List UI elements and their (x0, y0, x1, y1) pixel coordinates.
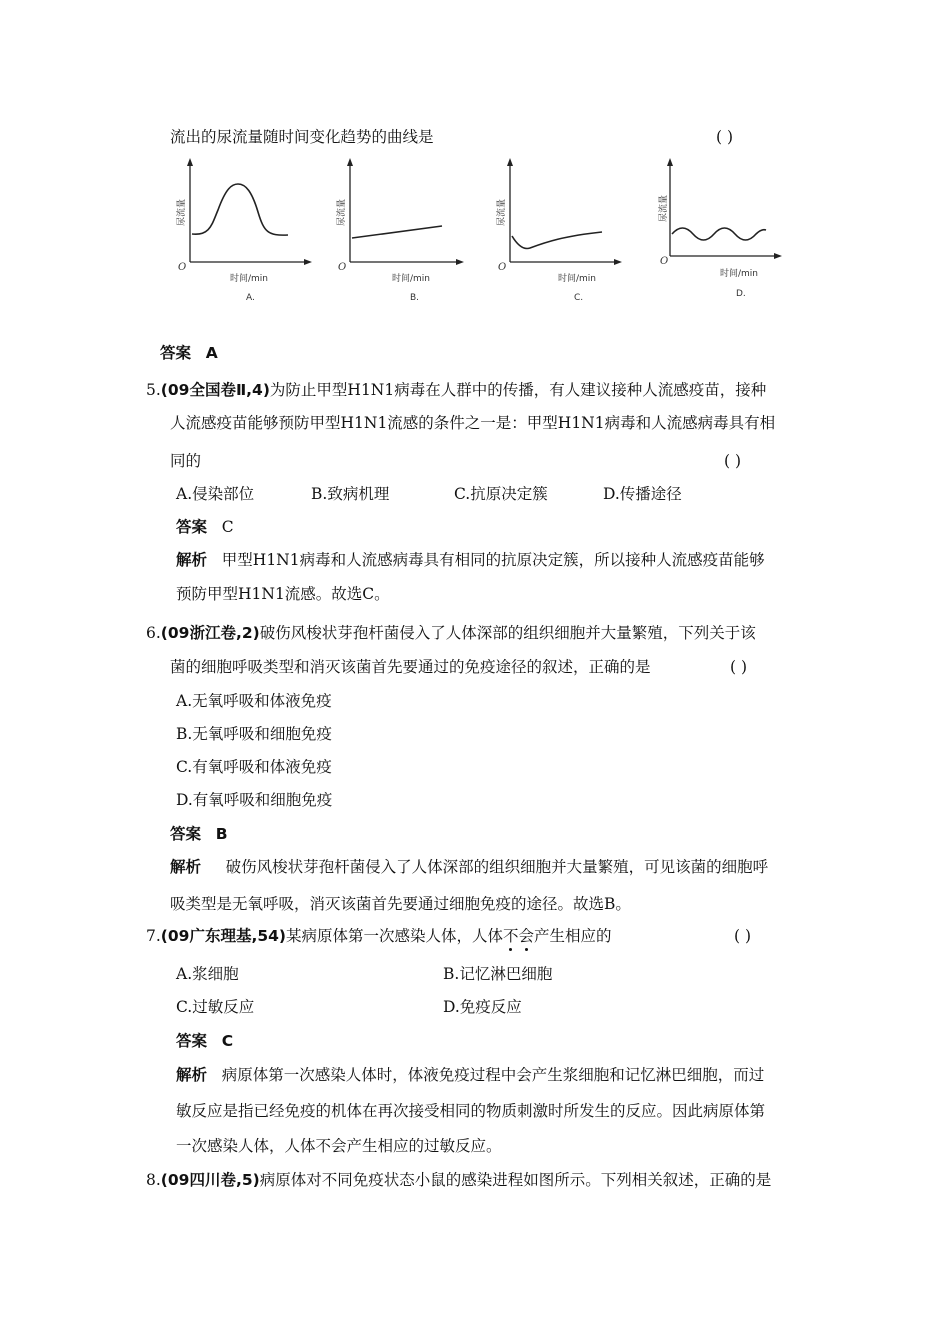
q6-option-b: B.无氧呼吸和细胞免疫 (176, 725, 332, 743)
q8-stem-1: 病原体对不同免疫状态小鼠的感染进程如图所示。下列相关叙述，正确的是 (259, 1171, 772, 1189)
graph-d (657, 158, 782, 299)
graph-a-label: A. (246, 293, 255, 303)
graph-d-label: D. (736, 289, 746, 299)
graph-d-xlabel: 时间/min (720, 269, 759, 279)
q5-analysis-2: 预防甲型H1N1流感。故选C。 (176, 585, 390, 603)
q5-analysis-text-1: 甲型H1N1病毒和人流感病毒具有相同的抗原决定簇，所以接种人流感疫苗能够 (221, 551, 765, 569)
q7-analysis-3: 一次感染人体，人体不会产生相应的过敏反应。 (176, 1137, 502, 1155)
q7-answer-value: C (221, 1032, 234, 1050)
q7-option-d: D.免疫反应 (443, 998, 522, 1016)
q7-line1 (146, 926, 612, 946)
q7-option-c: C.过敏反应 (176, 998, 255, 1016)
q6-analysis-label: 解析 (170, 858, 202, 876)
q8-source: (09四川卷,5) (160, 1171, 260, 1189)
q7-answer-paren: ( ) (734, 927, 752, 945)
q6-answer-value: B (215, 825, 228, 843)
q6-line2: 菌的细胞呼吸类型和消灭该菌首先要通过的免疫途径的叙述，正确的是 (170, 658, 651, 676)
q5-option-b: B.致病机理 (311, 485, 390, 503)
graph-b-origin: O (338, 262, 347, 273)
q6-num: 6. (146, 624, 161, 642)
q4-answer-label: 答案 (160, 344, 192, 362)
q5-option-d: D.传播途径 (603, 485, 682, 503)
q7-answer (176, 1031, 233, 1051)
q5-option-a: A.侵染部位 (176, 485, 255, 503)
q4-stem-tail: 流出的尿流量随时间变化趋势的曲线是 (170, 128, 434, 146)
graph-c-label: C. (574, 293, 584, 303)
graph-a-origin: O (178, 262, 187, 273)
q7-emphasis-1: 不 (503, 927, 519, 945)
q6-option-d: D.有氧呼吸和细胞免疫 (176, 791, 333, 809)
graph-d-origin: O (660, 256, 669, 267)
graph-b-ylabel: 尿流量 (337, 198, 347, 226)
q7-analysis-label: 解析 (176, 1066, 208, 1084)
q5-stem-1: 为防止甲型H1N1病毒在人群中的传播，有人建议接种人流感疫苗，接种 (269, 381, 767, 399)
q6-answer (170, 824, 228, 844)
q7-emphasis-2: 会 (518, 927, 535, 945)
graph-a (175, 158, 312, 303)
q5-num: 5. (146, 381, 161, 399)
q6-line1 (146, 623, 756, 643)
q4-answer-value: A (205, 344, 218, 362)
q8-line1 (146, 1170, 771, 1190)
q5-analysis-1 (176, 550, 765, 570)
q7-analysis-text-1: 病原体第一次感染人体时，体液免疫过程中会产生浆细胞和记忆淋巴细胞，而过 (221, 1066, 765, 1084)
q7-analysis-1 (176, 1065, 764, 1085)
graph-c-origin: O (498, 262, 507, 273)
q6-stem-1: 破伤风梭状芽孢杆菌侵入了人体深部的组织细胞并大量繁殖，下列关于该 (259, 624, 756, 642)
q5-line3: 同的 (170, 452, 202, 470)
q4-answer-paren: ( ) (716, 128, 734, 146)
q6-analysis-1 (170, 857, 768, 877)
graph-b-xlabel: 时间/min (392, 274, 431, 284)
q7-answer-label: 答案 (176, 1032, 208, 1050)
q7-stem-b: 产生相应的 (534, 927, 612, 945)
q4-graphs (160, 150, 800, 310)
q5-answer-label: 答案 (176, 518, 208, 536)
q5-line1 (146, 380, 766, 400)
q6-option-a: A.无氧呼吸和体液免疫 (176, 692, 332, 710)
graph-a-xlabel: 时间/min (230, 274, 269, 284)
q6-option-c: C.有氧呼吸和体液免疫 (176, 758, 332, 776)
q8-num: 8. (146, 1171, 161, 1189)
q5-answer-value: C (221, 518, 234, 536)
q5-source: (09全国卷Ⅱ,4) (160, 381, 270, 399)
q6-analysis-text-1: 破伤风梭状芽孢杆菌侵入了人体深部的组织细胞并大量繁殖，可见该菌的细胞呼 (225, 858, 769, 876)
graph-c (495, 158, 622, 303)
q7-stem-a: 某病原体第一次感染人体，人体 (286, 927, 504, 945)
q7-source: (09广东理基,54) (160, 927, 286, 945)
q5-analysis-label: 解析 (176, 551, 208, 569)
q5-line2: 人流感疫苗能够预防甲型H1N1流感的条件之一是：甲型H1N1病毒和人流感病毒具有相 (170, 414, 776, 432)
q6-answer-paren: ( ) (730, 658, 748, 676)
q7-option-b: B.记忆淋巴细胞 (443, 965, 553, 983)
q5-answer (176, 517, 234, 537)
q6-source: (09浙江卷,2) (160, 624, 260, 642)
q6-answer-label: 答案 (170, 825, 202, 843)
graph-a-ylabel: 尿流量 (177, 198, 187, 226)
q6-analysis-2: 吸类型是无氧呼吸，消灭该菌首先要通过细胞免疫的途径。故选B。 (170, 895, 631, 913)
q7-analysis-2: 敏反应是指已经免疫的机体在再次接受相同的物质刺激时所发生的反应。因此病原体第 (176, 1102, 766, 1120)
graph-c-ylabel: 尿流量 (497, 198, 507, 226)
graph-b-label: B. (410, 293, 420, 303)
q4-answer (160, 343, 218, 363)
graph-c-xlabel: 时间/min (558, 274, 597, 284)
graph-d-ylabel: 尿流量 (659, 194, 669, 222)
q7-num: 7. (146, 927, 161, 945)
q5-option-c: C.抗原决定簇 (454, 485, 548, 503)
q5-answer-paren: ( ) (724, 452, 742, 470)
graph-b (335, 158, 464, 303)
q7-option-a: A.浆细胞 (176, 965, 239, 983)
